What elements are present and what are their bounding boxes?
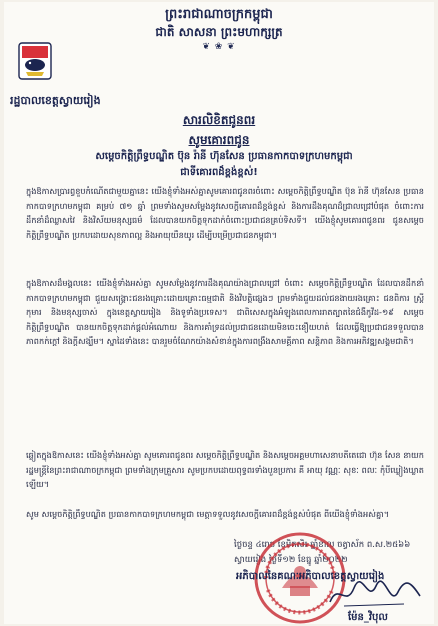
kingdom-heading: ព្រះរាជាណាចក្រកម្ពុជា <box>165 7 273 22</box>
national-motto: ជាតិ សាសនា ព្រះមហាក្សត្រ <box>155 25 283 39</box>
solar-date: ស្វាយរៀង ថ្ងៃទី១២ ខែធ្នូ ឆ្នាំ២០២២ <box>234 555 348 565</box>
letter-page <box>4 2 434 624</box>
document-type-title: សារលិខិតជូនពរ <box>182 113 256 127</box>
body-paragraph-4: សូម សម្ដេចកិត្តិព្រឹទ្ធបណ្ឌិត ប្រធានកាកបាទក្រហមកម្ពុជា មេត្តាទទួលនូវសេចក្ដីគោរពដ៏ខ្ពង់ខ្ពស់បំផុត ពីយើងខ្ញុំទាំងអស់គ្នា។ <box>26 509 390 519</box>
recipient-line: សម្ដេចកិត្តិព្រឹទ្ធបណ្ឌិត ប៊ុន រ៉ានី ហ៊ុនសែន ប្រធានកាកបាទក្រហមកម្ពុជា <box>95 151 353 162</box>
handwritten-signature-icon <box>324 574 424 614</box>
body-paragraph-3: ឆ្លៀតក្នុងឱកាសនេះ យើងខ្ញុំទាំងអស់គ្នា សូមគោរពជូនពរ សម្ដេចកិត្តិព្រឹទ្ធបណ្ឌិត និងសម្ដេចអគ្គមហាសេនាបតីតេជោ ហ៊ុន សែន នាយករដ្ឋមន្ត្រីនៃព្រះរាជាណាចក្រកម្ពុជា ព្រមទាំងក្រុមគ្រួសារ សូមប្រកបដោយពុទ្ធពរទាំងបួនប្រការ គឺ អាយុ វណ្ណៈ សុខៈ ពលៈ កុំបីឃ្លៀងឃ្លាតឡើយ។ <box>26 450 424 490</box>
issuing-office: រដ្ឋបាលខេត្តស្វាយរៀង <box>10 94 101 107</box>
signer-name: ម៉ែន_វិបុល <box>348 612 388 623</box>
body-paragraph-1: ក្នុងឱកាសប្រារព្ធខួបកំណើតជាមួយគ្នានេះ យើងខ្ញុំទាំងអស់គ្នាសូមគោរពជូនពរចំពោះ សម្ដេចកិត្តិព្រឹទ្ធបណ្ឌិត ប៊ុន រ៉ានី ហ៊ុនសែន ប្រធានកាកបាទក្រហមកម្ពុជា គម្រប់ ៧១ ឆ្នាំ ព្រមទាំងសូមសម្ដែងនូវសេចក្ដីគោរពដ៏ខ្ពង់ខ្ពស់ និងការដឹងគុណដ៏ជ្រាលជ្រៅបំផុត ចំពោះការដឹកនាំដ៏ឈ្លាសវៃ និងវិស័យមនុស្សធម៌ ដែលបានយកចិត្តទុកដាក់ចំពោះប្រជាជនគ្រប់ទិសទី។ យើងខ្ញុំសូមគោរពជូនពរ ជូនសម្ដេចកិត្តិព្រឹទ្ធបណ្ឌិត ប្រកបដោយសុខភាពល្អ និងអាយុយឺនយូរ ដើម្បីបម្រើប្រជាជនកម្ពុជា។ <box>26 186 424 240</box>
provincial-emblem-icon <box>18 42 52 84</box>
recipient-honorific: ជាទីគោរពដ៏ខ្ពង់ខ្ពស់! <box>180 167 258 178</box>
signer-title: អភិបាលនៃគណៈអភិបាលខេត្តស្វាយរៀង <box>236 571 385 582</box>
ornament-divider: ❦ ❀ ❦ <box>202 42 236 52</box>
salutation: សូមគោរពជូន <box>188 133 250 147</box>
lunar-date: ថ្ងៃចន្ទ ៤រោច ខែមិគសិរ ឆ្នាំខាល ចត្វាស័ក ព.ស.២៥៦៦ <box>234 540 411 550</box>
body-paragraph-2: ក្នុងឱកាសដ៏មង្គលនេះ យើងខ្ញុំទាំងអស់គ្នា សូមសម្ដែងនូវការដឹងគុណយ៉ាងជ្រាលជ្រៅ ចំពោះ សម្ដេចកិត្តិព្រឹទ្ធបណ្ឌិត ដែលបានដឹកនាំកាកបាទក្រហមកម្ពុជា ជួយសង្គ្រោះជនរងគ្រោះដោយគ្រោះធម្មជាតិ និងវិបត្តិផ្សេងៗ ព្រមទាំងជួយដល់ជនងាយរងគ្រោះ ជនពិការ ស្ត្រី កុមារ និងមនុស្សចាស់ ក្នុងខេត្តស្វាយរៀង និងទូទាំងប្រទេស។ ជាពិសេសក្នុងអំឡុងពេលការរាតត្បាតនៃជំងឺកូវីដ-១៩ សម្ដេចកិត្តិព្រឹទ្ធបណ្ឌិត បានយកចិត្តទុកដាក់ផ្ដល់អំណោយ និងការគាំទ្រដល់ប្រជាជនដោយមិនចេះនឿយហត់ ដែលធ្វើឱ្យប្រជាជនទទួលបានភាពកក់ក្ដៅ និងក្ដីសង្ឃឹម។ ស្នាដៃទាំងនេះ បានរួមចំណែកយ៉ាងសំខាន់ក្នុងការពង្រឹងសាមគ្គីភាព សន្តិភាព និងការអភិវឌ្ឍសង្គមជាតិ។ <box>26 278 424 347</box>
